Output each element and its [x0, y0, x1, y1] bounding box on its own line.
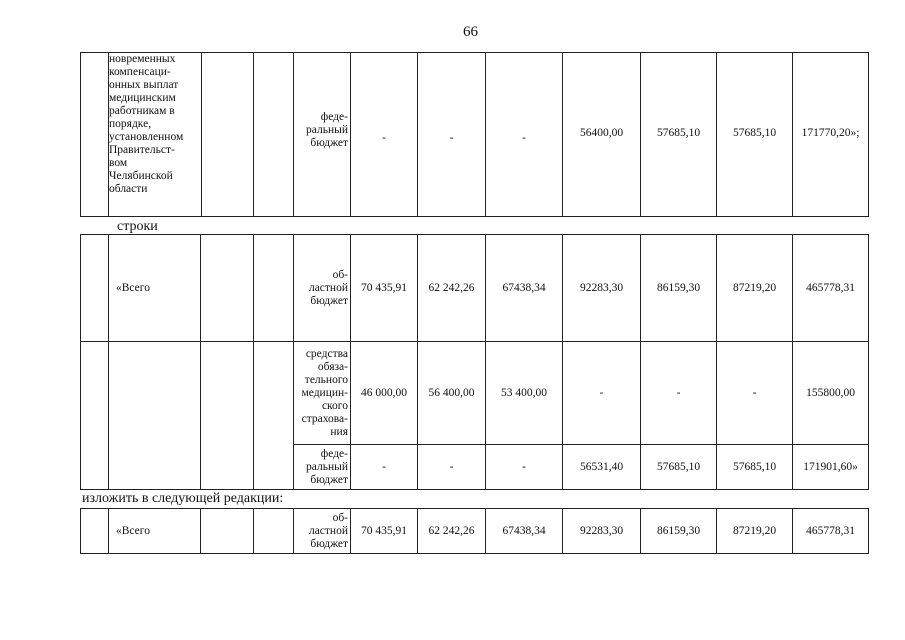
value-cell: 53 400,00 — [486, 342, 563, 445]
table-row — [81, 53, 869, 217]
table-cell — [109, 342, 201, 490]
total-cell: 171901,60» — [793, 445, 869, 490]
value-cell: 87219,20 — [717, 235, 793, 342]
table-cell — [201, 342, 254, 490]
table-cell — [81, 509, 109, 554]
total-cell: 465778,31 — [793, 235, 869, 342]
table-row — [81, 342, 869, 445]
value-cell: - — [563, 342, 641, 445]
row-label: «Всего — [109, 509, 201, 554]
value-cell: 62 242,26 — [418, 509, 486, 554]
table-fragment-top — [80, 52, 869, 217]
funding-source-cell: феде- ральный бюджет — [294, 445, 351, 490]
value-cell: 57685,10 — [641, 445, 717, 490]
measure-name-cell: новременных компенсаци- онных выплат медицинским работникам в порядке, установленном Правительст- вом Челябинской области — [109, 53, 202, 217]
value-cell: 57685,10 — [717, 445, 793, 490]
value-cell: 67438,34 — [486, 235, 563, 342]
funding-source-cell: об- ластной бюджет — [294, 235, 351, 342]
page-number: 66 — [463, 24, 478, 40]
value-cell: - — [351, 53, 418, 217]
value-cell: 70 435,91 — [351, 509, 418, 554]
value-cell: - — [486, 53, 563, 217]
value-cell: 67438,34 — [486, 509, 563, 554]
value-cell: 86159,30 — [641, 235, 717, 342]
total-cell: 155800,00 — [793, 342, 869, 445]
table-cell — [201, 509, 254, 554]
table-cell — [81, 235, 109, 342]
rows-note: строки — [117, 219, 158, 234]
table-cell — [201, 235, 254, 342]
value-cell: - — [717, 342, 793, 445]
value-cell: 57685,10 — [641, 53, 717, 217]
table-row — [81, 509, 869, 554]
table-cell — [254, 342, 294, 490]
row-label: «Всего — [109, 235, 201, 342]
table-fragment-new — [80, 508, 869, 554]
value-cell: 46 000,00 — [351, 342, 418, 445]
table-row — [81, 235, 869, 342]
value-cell: - — [641, 342, 717, 445]
funding-source-cell: средства обяза- тельного медицин- ского страхова- ния — [294, 342, 351, 445]
value-cell: 56 400,00 — [418, 342, 486, 445]
table-cell — [81, 342, 109, 490]
value-cell: 92283,30 — [563, 509, 641, 554]
table-cell — [81, 53, 109, 217]
value-cell: 87219,20 — [717, 509, 793, 554]
total-cell: 171770,20»; — [793, 53, 869, 217]
value-cell: - — [486, 445, 563, 490]
value-cell: 62 242,26 — [418, 235, 486, 342]
value-cell: 70 435,91 — [351, 235, 418, 342]
value-cell: 56400,00 — [563, 53, 641, 217]
table-cell — [202, 53, 254, 217]
total-cell: 465778,31 — [793, 509, 869, 554]
funding-source-cell: феде- ральный бюджет — [294, 53, 351, 217]
table-cell — [254, 235, 294, 342]
value-cell: - — [418, 53, 486, 217]
value-cell: - — [351, 445, 418, 490]
edit-note: изложить в следующей редакции: — [82, 491, 284, 506]
table-cell — [254, 509, 294, 554]
value-cell: 86159,30 — [641, 509, 717, 554]
table-fragment-old — [80, 234, 869, 490]
value-cell: 56531,40 — [563, 445, 641, 490]
value-cell: - — [418, 445, 486, 490]
value-cell: 92283,30 — [563, 235, 641, 342]
value-cell: 57685,10 — [717, 53, 793, 217]
funding-source-cell: об- ластной бюджет — [294, 509, 351, 554]
table-cell — [254, 53, 294, 217]
